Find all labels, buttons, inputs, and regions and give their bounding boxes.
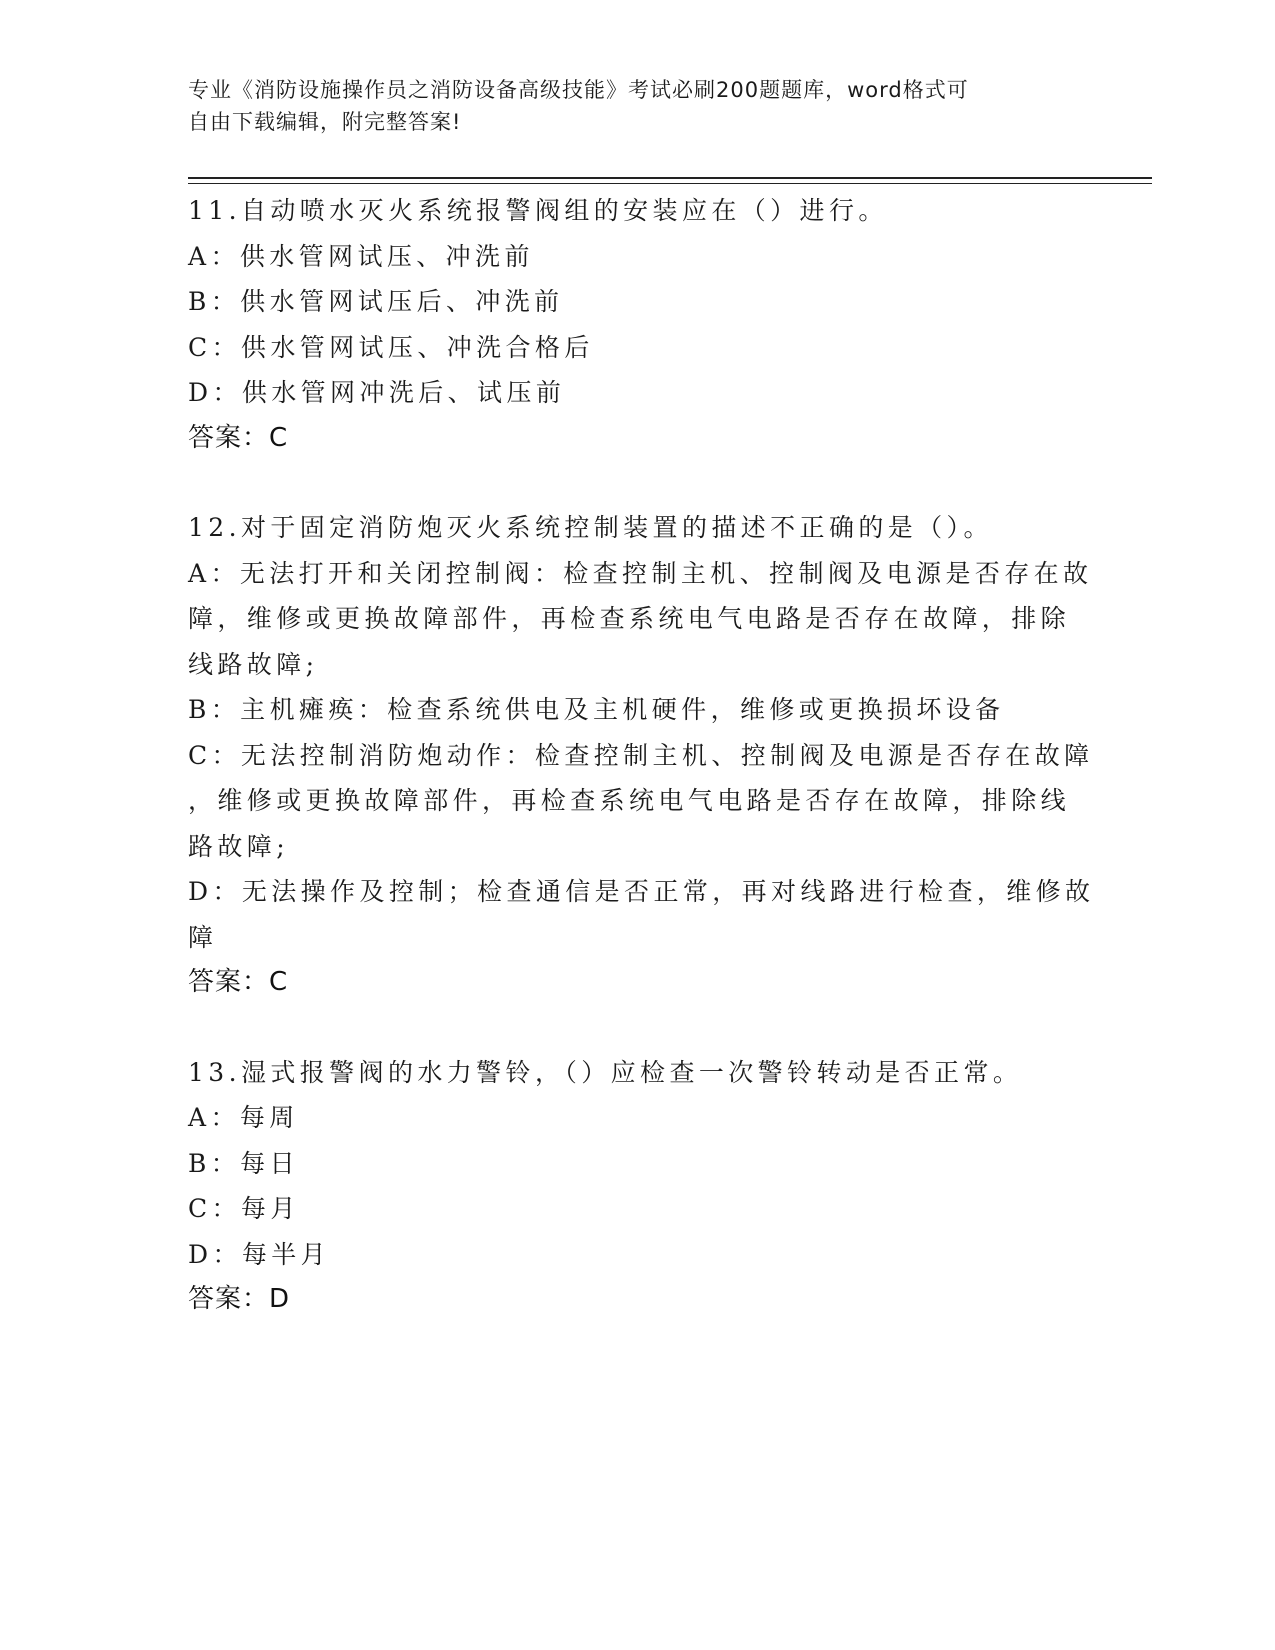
document-header [188, 74, 1068, 138]
option-d: D：每半月 [188, 1239, 331, 1269]
header-line-1: 专业《消防设施操作员之消防设备高级技能》考试必刷200题题库，word格式可 [188, 78, 969, 102]
header-divider-thin [188, 183, 1152, 184]
option-a: A：供水管网试压、冲洗前 [188, 241, 534, 271]
option-b: B：每日 [188, 1148, 299, 1178]
question-stem: 11.自动喷水灭火系统报警阀组的安装应在（）进行。 [188, 196, 888, 225]
option-b: B：主机瘫痪：检查系统供电及主机硬件，维修或更换损坏设备 [188, 695, 1005, 724]
option-c: C：每月 [188, 1194, 300, 1223]
question-13 [188, 1050, 1088, 1323]
answer-label: 答案：C [188, 422, 289, 453]
question-list [188, 188, 1095, 1367]
option-a: A：每周 [188, 1103, 299, 1132]
option-d: D：供水管网冲洗后、试压前 [188, 378, 566, 407]
header-line-2: 自由下载编辑，附完整答案! [188, 110, 462, 134]
question-stem: 12.对于固定消防炮灭火系统控制装置的描述不正确的是（）。 [188, 513, 993, 542]
option-a-line-2: 障，维修或更换故障部件，再检查系统电气电路是否存在故障，排除 [188, 604, 1071, 633]
option-c: C：供水管网试压、冲洗合格后 [188, 332, 594, 362]
option-a-line-1: A：无法打开和关闭控制阀：检查控制主机、控制阀及电源是否存在故 [188, 558, 1093, 588]
option-d-line-2: 障 [188, 922, 218, 952]
question-12 [188, 505, 1095, 1006]
option-c-line-1: C：无法控制消防炮动作：检查控制主机、控制阀及电源是否存在故障 [188, 740, 1094, 770]
option-b: B：供水管网试压后、冲洗前 [188, 287, 564, 316]
question-stem: 13.湿式报警阀的水力警铃，（）应检查一次警铃转动是否正常。 [188, 1057, 1023, 1087]
option-c-line-3: 路故障; [188, 831, 290, 861]
option-a-line-3: 线路故障; [188, 649, 319, 679]
question-11 [188, 188, 1088, 461]
answer-label: 答案：D [188, 1284, 291, 1314]
option-d-line-1: D：无法操作及控制；检查通信是否正常，再对线路进行检查，维修故 [188, 877, 1095, 906]
answer-label: 答案：C [188, 967, 289, 997]
option-c-line-2: ，维修或更换故障部件，再检查系统电气电路是否存在故障，排除线 [188, 786, 1071, 815]
header-divider-thick [188, 177, 1152, 179]
